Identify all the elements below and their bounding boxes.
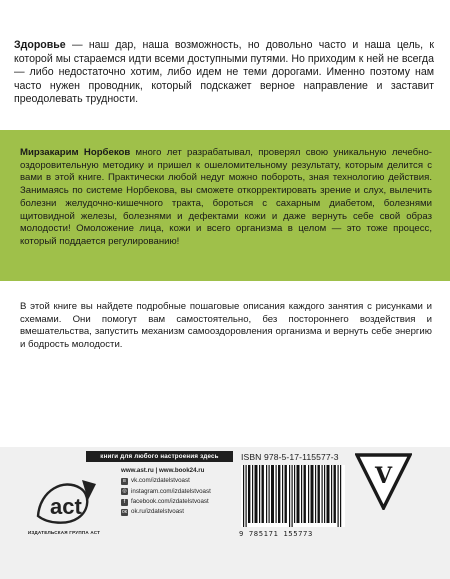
social-link-text: facebook.com/izdatelstvoast xyxy=(131,497,209,505)
intro-lead-word: Здоровье xyxy=(14,39,66,51)
website-links[interactable]: www.ast.ru | www.book24.ru xyxy=(121,467,205,474)
odnoklassniki-icon: ок xyxy=(122,508,127,515)
social-link-text: ok.ru/izdatelstvoast xyxy=(131,508,184,516)
v-publisher-logo-icon xyxy=(355,453,412,510)
barcode-digits: 9 785171 155773 xyxy=(239,529,313,538)
intro-text: — наш дар, наша возможность, но довольно часто и наша цель, к которой мы стараемся идти всеми доступными путями. Но приходим к ней не всегда — либо недостаточно хотим, либо идем не теми дорогами. Именно поэтому нам часто нужен проводник, который подскажет верное направление и заставит преодолевать трудности. xyxy=(14,39,434,106)
ast-logo-icon xyxy=(30,470,110,532)
description-paragraph: В этой книге вы найдете подробные пошаговые описания каждого занятия с рисунками и схемами. Они помогут вам самостоятельно, без постороннего воздействия и вмешательства, запустить механизм самооздоровления организма и вернуть себе энергию и бодрость молодости. xyxy=(20,301,432,351)
social-link-text: vk.com/izdatelstvoast xyxy=(131,477,190,485)
social-link-vk[interactable] xyxy=(121,476,241,486)
ast-logo-text: act xyxy=(50,494,82,519)
author-name: Мирзакарим Норбеков xyxy=(20,147,131,158)
series-slogan-bar: книги для любого настроения здесь xyxy=(86,451,233,462)
social-link-instagram[interactable] xyxy=(121,487,241,497)
author-text: много лет разрабатывал, проверял свою уникальную лечебно-оздоровительную методику и пришел к ошеломительному результату, которым делится с вами в этой книге. Практически любой недуг можно побороть, зная технологию действия. Занимаясь по системе Норбекова, вы сможете откорректировать зрение и слух, вылечить болезни желудочно-кишечного тракта, бороться с сахарным диабетом, болезнями щитовидной железы, болезнями и дефектами кожи и даже вернуть себе свой образ молодости! Омоложение лица, кожи и всего организма в целом — это тоже процесс, который поддается регулированию! xyxy=(20,147,432,247)
instagram-icon: ◎ xyxy=(122,488,127,495)
isbn-number: ISBN 978-5-17-115577-3 xyxy=(241,452,339,462)
v-logo-letter: V xyxy=(374,463,393,489)
author-paragraph xyxy=(20,147,432,249)
social-link-facebook[interactable] xyxy=(121,497,241,507)
vk-icon: в xyxy=(121,478,128,485)
publisher-links xyxy=(121,466,241,517)
intro-paragraph xyxy=(14,39,434,107)
publisher-name: ИЗДАТЕЛЬСКАЯ ГРУППА АСТ xyxy=(27,530,101,535)
social-link-ok[interactable] xyxy=(121,507,241,517)
barcode-image xyxy=(241,465,345,527)
facebook-icon: f xyxy=(121,499,128,506)
social-link-text: instagram.com/izdatelstvoast xyxy=(131,487,211,495)
